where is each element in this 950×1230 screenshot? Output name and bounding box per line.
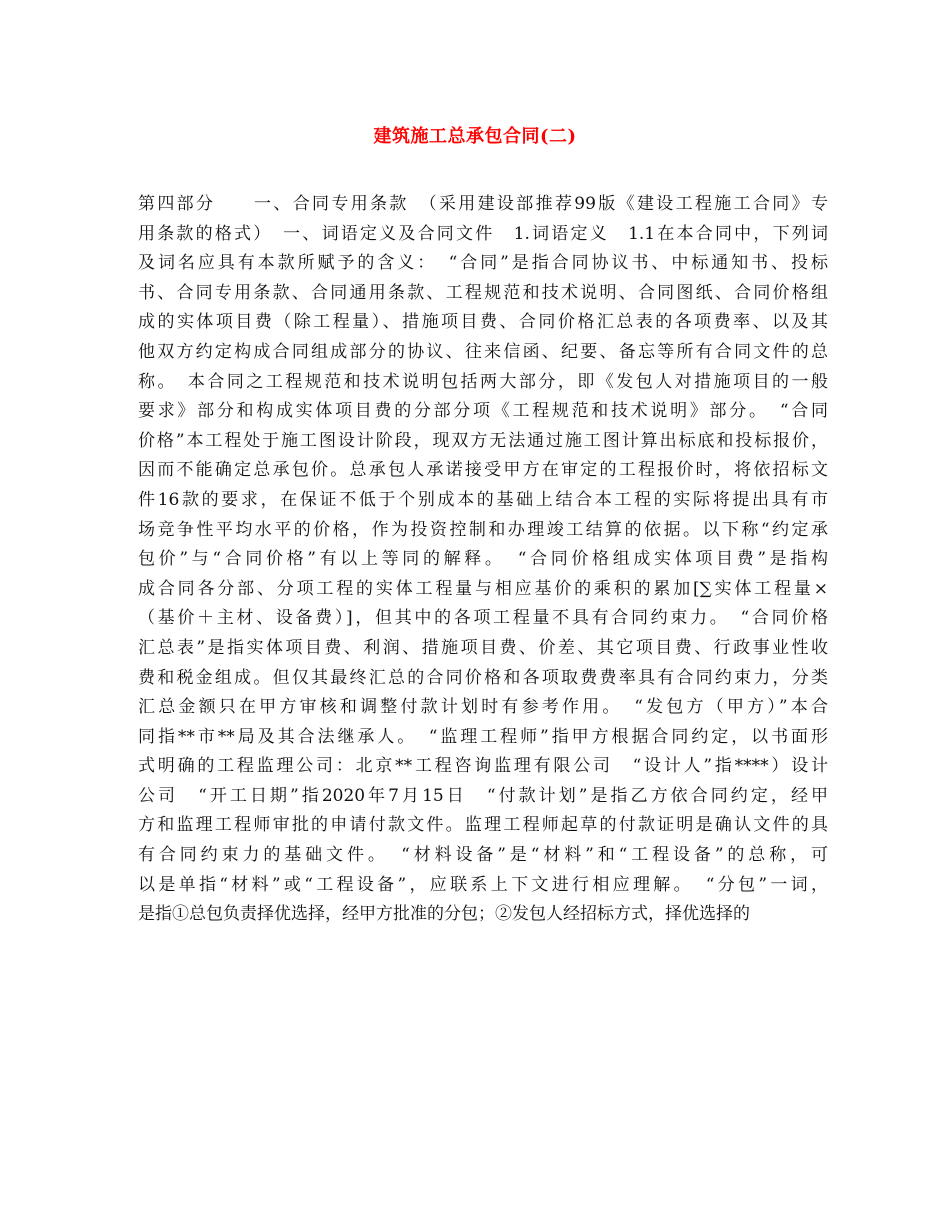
body-line-2: 用条款的格式） 一、词语定义及合同文件 1.词语定义 1.1在本合同中，下列词: [138, 223, 828, 244]
body-line-22: 方和监理工程师审批的申请付款文件。监理工程师起草的付款证明是确认文件的具: [138, 815, 828, 836]
body-line-18: 汇总金额只在甲方审核和调整付款计划时有参考作用。 “发包方（甲方）”本合: [138, 697, 828, 718]
body-line-25: 是指①总包负责择优选择，经甲方批准的分包；②发包人经招标方式，择优选择的: [138, 904, 750, 925]
body-line-7: 称。 本合同之工程规范和技术说明包括两大部分，即《发包人对措施项目的一般: [138, 371, 828, 392]
body-line-21: 公司 “开工日期”指2020年7月15日 “付款计划”是指乙方依合同约定，经甲: [138, 785, 828, 806]
body-line-24: 以是单指“材料”或“工程设备”，应联系上下文进行相应理解。 “分包”一词，: [138, 874, 828, 895]
body-line-13: 包价”与“合同价格”有以上等同的解释。 “合同价格组成实体项目费”是指构: [138, 549, 828, 570]
document-title: 建筑施工总承包合同(二): [373, 126, 577, 147]
body-line-11: 件16款的要求，在保证不低于个别成本的基础上结合本工程的实际将提出具有市: [138, 489, 828, 510]
body-line-12: 场竞争性平均水平的价格，作为投资控制和办理竣工结算的依据。以下称“约定承: [138, 519, 828, 540]
body-line-16: 汇总表”是指实体项目费、利润、措施项目费、价差、其它项目费、行政事业性收: [138, 637, 828, 658]
body-line-9: 价格”本工程处于施工图设计阶段，现双方无法通过施工图计算出标底和投标报价，: [138, 430, 828, 451]
document-body: [138, 190, 828, 930]
body-line-4: 书、合同专用条款、合同通用条款、工程规范和技术说明、合同图纸、合同价格组: [138, 282, 828, 303]
body-line-20: 式明确的工程监理公司：北京**工程咨询监理有限公司 “设计人”指****）设计: [138, 756, 828, 777]
body-line-3: 及词名应具有本款所赋予的含义： “合同”是指合同协议书、中标通知书、投标: [138, 253, 828, 274]
body-line-6: 他双方约定构成合同组成部分的协议、往来信函、纪要、备忘等所有合同文件的总: [138, 341, 828, 362]
body-line-17: 费和税金组成。但仅其最终汇总的合同价格和各项取费费率具有合同约束力，分类: [138, 667, 828, 688]
body-line-10: 因而不能确定总承包价。总承包人承诺接受甲方在审定的工程报价时，将依招标文: [138, 460, 828, 481]
body-line-14: 成合同各分部、分项工程的实体工程量与相应基价的乘积的累加[∑实体工程量×: [138, 578, 828, 599]
body-line-15: （基价＋主材、设备费）]，但其中的各项工程量不具有合同约束力。 “合同价格: [138, 608, 828, 629]
body-line-1: 第四部分 一、合同专用条款 （采用建设部推荐99版《建设工程施工合同》专: [138, 194, 828, 214]
body-line-19: 同指**市**局及其合法继承人。 “监理工程师”指甲方根据合同约定，以书面形: [138, 726, 828, 747]
body-line-23: 有合同约束力的基础文件。 “材料设备”是“材料”和“工程设备”的总称，可: [138, 845, 828, 866]
body-line-8: 要求》部分和构成实体项目费的分部分项《工程规范和技术说明》部分。 “合同: [138, 401, 828, 422]
body-line-5: 成的实体项目费（除工程量）、措施项目费、合同价格汇总表的各项费率、以及其: [138, 312, 828, 333]
